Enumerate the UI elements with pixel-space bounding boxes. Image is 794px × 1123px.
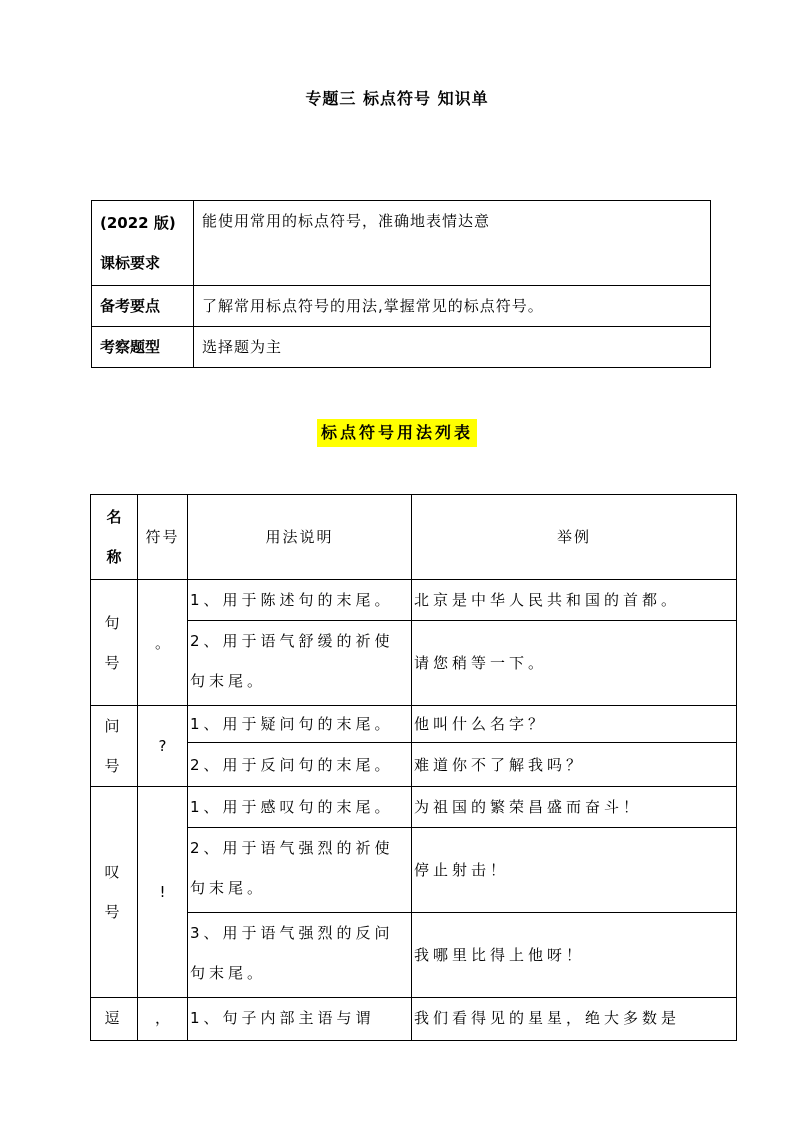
table-row	[91, 621, 737, 706]
table-header-row	[91, 495, 737, 580]
table-row	[91, 787, 737, 828]
usage-cell: 2、用于语气舒缓的祈使句末尾。	[188, 621, 412, 706]
table-row	[91, 998, 737, 1041]
table-row	[92, 327, 711, 368]
usage-cell: 1、用于感叹句的末尾。	[188, 787, 412, 828]
punct-name	[91, 706, 138, 787]
punct-name-line: 叹	[104, 863, 124, 881]
usage-cell: 2、用于反问句的末尾。	[188, 743, 412, 787]
header-usage: 用法说明	[188, 495, 412, 580]
example-cell: 难道你不了解我吗？	[412, 743, 737, 787]
requirements-table	[91, 200, 711, 368]
header-symbol: 符号	[138, 495, 188, 580]
usage-cell: 1、句子内部主语与谓	[188, 998, 412, 1041]
example-cell: 为祖国的繁荣昌盛而奋斗！	[412, 787, 737, 828]
section-subtitle: 标点符号用法列表	[317, 419, 477, 447]
table-row	[91, 580, 737, 621]
requirement-value: 选择题为主	[194, 327, 711, 368]
requirement-label	[92, 201, 194, 286]
punct-symbol: ，	[138, 998, 188, 1041]
punct-name	[91, 787, 138, 998]
requirement-label-line: (2022 版)	[100, 214, 176, 232]
punct-name-line: 号	[104, 653, 124, 672]
punct-name-line: 逗	[104, 1009, 124, 1027]
requirement-label-line: 课标要求	[100, 254, 161, 272]
punct-name-line: 号	[104, 757, 124, 775]
page-title: 专题三 标点符号 知识单	[305, 89, 489, 108]
punctuation-usage-table	[90, 494, 737, 1041]
punct-name	[91, 580, 138, 706]
table-row	[92, 201, 711, 286]
usage-cell: 2、用于语气强烈的祈使句末尾。	[188, 828, 412, 913]
requirement-label: 备考要点	[92, 286, 194, 327]
punct-symbol: 。	[138, 580, 188, 706]
usage-cell: 1、用于陈述句的末尾。	[188, 580, 412, 621]
example-cell: 停止射击！	[412, 828, 737, 913]
example-cell: 我们看得见的星星，绝大多数是	[412, 998, 737, 1041]
usage-cell: 1、用于疑问句的末尾。	[188, 706, 412, 743]
punct-symbol: ?	[138, 706, 188, 787]
punct-name-line: 句	[104, 613, 124, 632]
punct-name-line: 问	[104, 717, 124, 735]
header-example: 举例	[412, 495, 737, 580]
header-name-line: 称	[106, 548, 122, 566]
requirement-label: 考察题型	[92, 327, 194, 368]
header-name-line: 名	[106, 508, 122, 526]
requirement-value: 了解常用标点符号的用法,掌握常见的标点符号。	[194, 286, 711, 327]
table-row	[91, 913, 737, 998]
punct-symbol: !	[138, 787, 188, 998]
table-row	[91, 743, 737, 787]
usage-cell: 3、用于语气强烈的反问句末尾。	[188, 913, 412, 998]
table-row	[91, 828, 737, 913]
punct-name	[91, 998, 138, 1041]
example-cell: 我哪里比得上他呀！	[412, 913, 737, 998]
requirement-value: 能使用常用的标点符号，准确地表情达意	[194, 201, 711, 286]
example-cell: 北京是中华人民共和国的首都。	[412, 580, 737, 621]
example-cell: 请您稍等一下。	[412, 621, 737, 706]
table-row	[92, 286, 711, 327]
punct-name-line: 号	[104, 903, 124, 921]
table-row	[91, 706, 737, 743]
example-cell: 他叫什么名字？	[412, 706, 737, 743]
header-name	[91, 495, 138, 580]
